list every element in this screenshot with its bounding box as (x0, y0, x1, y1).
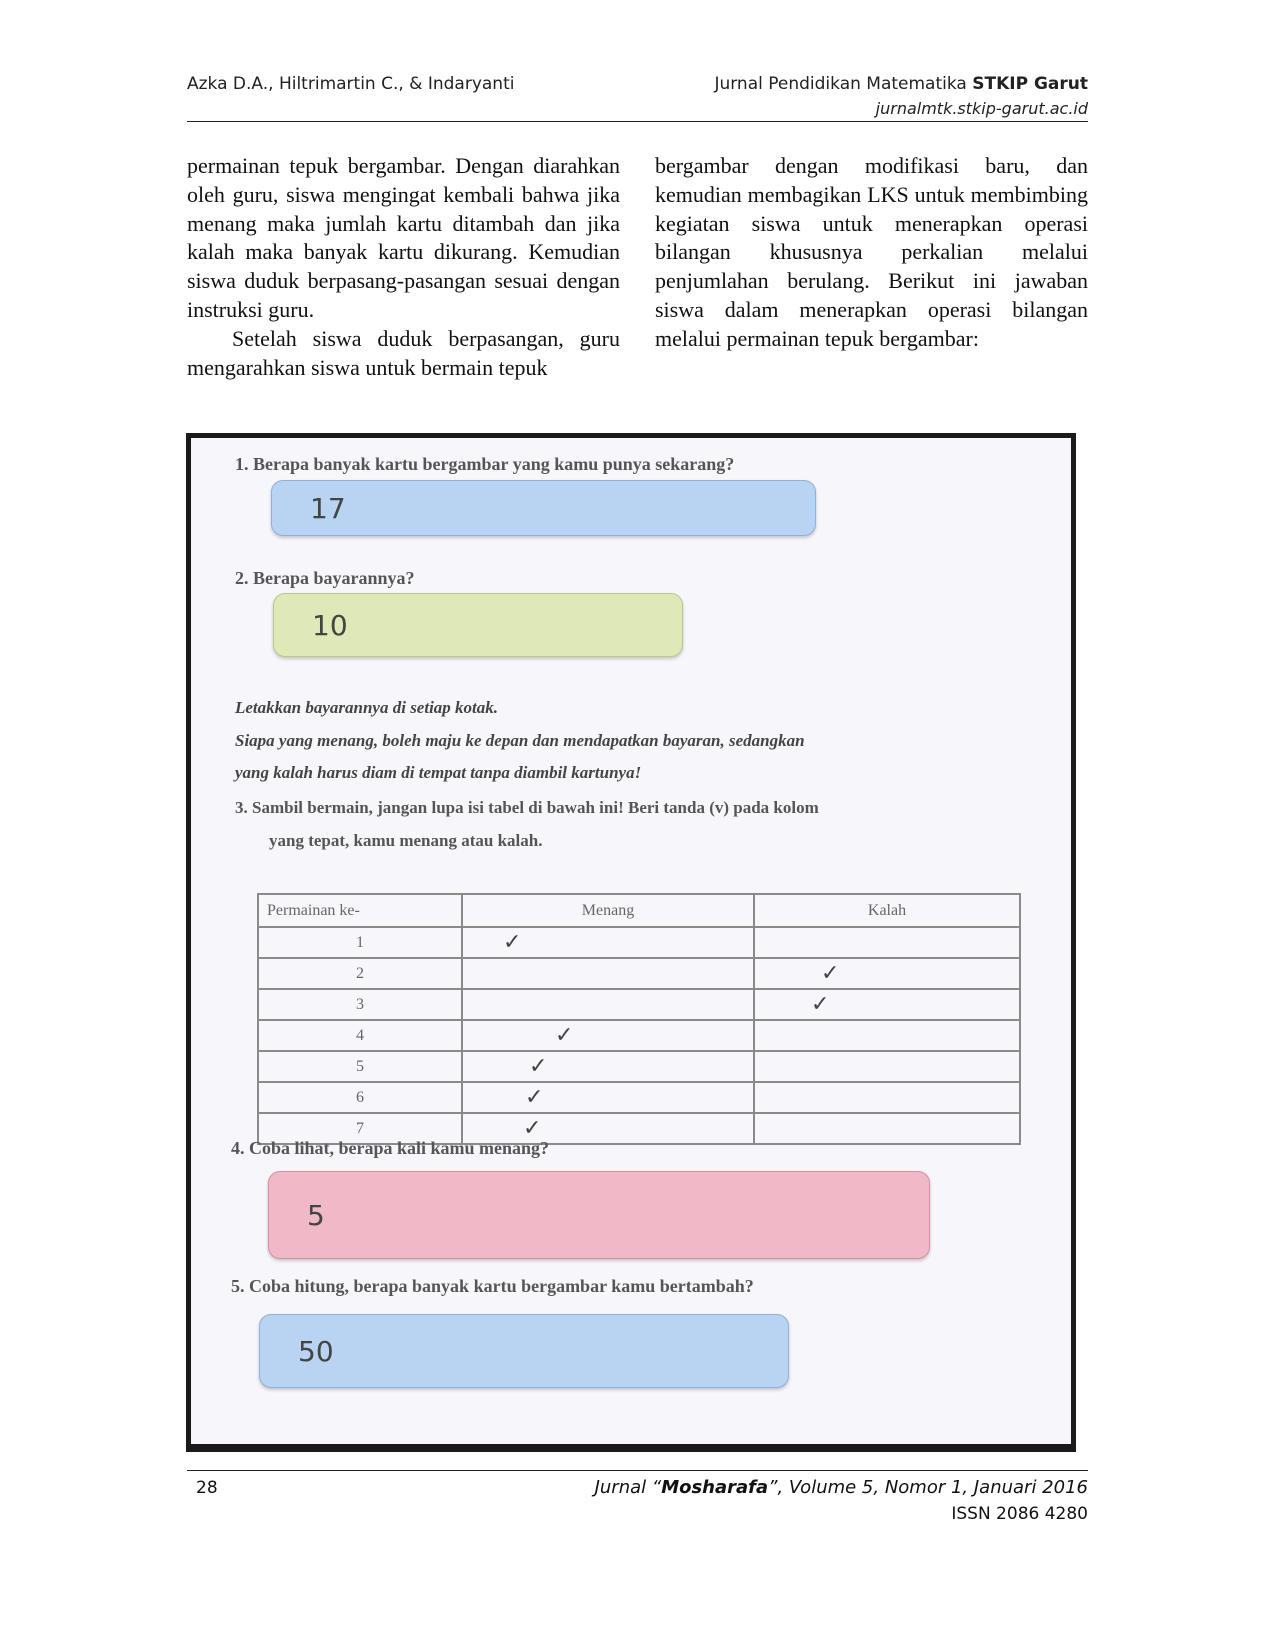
table-row (258, 1051, 1020, 1082)
instruction-line-1: Letakkan bayarannya di setiap kotak. (235, 698, 499, 717)
question-1: 1. Berapa banyak kartu bergambar yang kamu punya sekarang? (235, 454, 735, 474)
lose-mark (754, 1020, 1020, 1051)
instruction-line-3: yang kalah harus diam di tempat tanpa diambil kartunya! (235, 763, 642, 782)
win-mark: ✓ (462, 1113, 754, 1144)
game-number: 7 (258, 1113, 462, 1144)
table-row (258, 927, 1020, 958)
lose-mark (754, 1051, 1020, 1082)
worksheet-figure (186, 433, 1076, 1452)
game-number: 5 (258, 1051, 462, 1082)
question-4: 4. Coba lihat, berapa kali kamu menang? (231, 1138, 550, 1158)
answer-box-1: 17 (271, 480, 816, 536)
game-number: 3 (258, 989, 462, 1020)
answer-box-2: 10 (273, 593, 683, 657)
journal-name: Jurnal Pendidikan Matematika (714, 74, 973, 94)
journal-citation-prefix: Jurnal “ (594, 1477, 662, 1498)
answer-box-5: 50 (259, 1314, 789, 1388)
instruction-line-2: Siapa yang menang, boleh maju ke depan dan mendapatkan bayaran, sedangkan (235, 731, 805, 750)
page-number: 28 (196, 1478, 218, 1498)
lose-mark: ✓ (754, 989, 1020, 1020)
column-header: Kalah (754, 894, 1020, 927)
issn: ISSN 2086 4280 (951, 1504, 1088, 1524)
game-number: 2 (258, 958, 462, 989)
journal-title: Mosharafa (661, 1477, 769, 1498)
answer-box-4: 5 (268, 1171, 930, 1259)
lose-mark (754, 1082, 1020, 1113)
footer-rule (187, 1470, 1088, 1471)
win-mark: ✓ (462, 927, 754, 958)
journal-institution: STKIP Garut (972, 74, 1088, 94)
lose-mark (754, 927, 1020, 958)
running-header-journal (714, 74, 1088, 94)
paragraph: Setelah siswa duduk berpasangan, guru mengarahkan siswa untuk bermain tepuk (187, 325, 620, 380)
game-number: 1 (258, 927, 462, 958)
journal-citation-volume: ”, Volume 5, Nomor 1, Januari 2016 (768, 1477, 1088, 1498)
win-mark: ✓ (462, 1051, 754, 1082)
header-rule (187, 121, 1088, 122)
win-mark: ✓ (462, 1082, 754, 1113)
table-row (258, 1082, 1020, 1113)
left-column (187, 152, 620, 382)
running-header-authors: Azka D.A., Hiltrimartin C., & Indaryanti (187, 74, 515, 94)
question-3-continued: yang tepat, kamu menang atau kalah. (269, 831, 543, 850)
paragraph: permainan tepuk bergambar. Dengan diarahkan oleh guru, siswa mengingat kembali bahwa jika menang maka jumlah kartu ditambah dan jika kalah maka banyak kartu dikurang. Kemudian siswa duduk berpasang-pasangan sesuai dengan instruksi guru. (187, 153, 620, 322)
game-number: 6 (258, 1082, 462, 1113)
journal-url[interactable]: jurnalmtk.stkip-garut.ac.id (875, 99, 1088, 118)
win-mark (462, 958, 754, 989)
table-row (258, 989, 1020, 1020)
question-3: 3. Sambil bermain, jangan lupa isi tabel di bawah ini! Beri tanda (v) pada kolom (235, 798, 819, 817)
paragraph: bergambar dengan modifikasi baru, dan kemudian membagikan LKS untuk membimbing kegiatan siswa untuk menerapkan operasi bilangan khususnya perkalian melalui penjumlahan berulang. Berikut ini jawaban siswa dalam menerapkan operasi bilangan melalui permainan tepuk bergambar: (655, 153, 1088, 351)
table-header-row (258, 894, 1020, 927)
table-row (258, 958, 1020, 989)
results-table (257, 893, 1021, 1145)
win-mark: ✓ (462, 1020, 754, 1051)
game-number: 4 (258, 1020, 462, 1051)
lose-mark: ✓ (754, 958, 1020, 989)
footer-journal-citation (595, 1477, 1088, 1498)
lose-mark (754, 1113, 1020, 1144)
question-2: 2. Berapa bayarannya? (235, 568, 415, 588)
column-header: Menang (462, 894, 754, 927)
question-5: 5. Coba hitung, berapa banyak kartu bergambar kamu bertambah? (231, 1276, 754, 1296)
win-mark (462, 989, 754, 1020)
right-column (655, 152, 1088, 354)
table-row (258, 1020, 1020, 1051)
column-header: Permainan ke- (258, 894, 462, 927)
